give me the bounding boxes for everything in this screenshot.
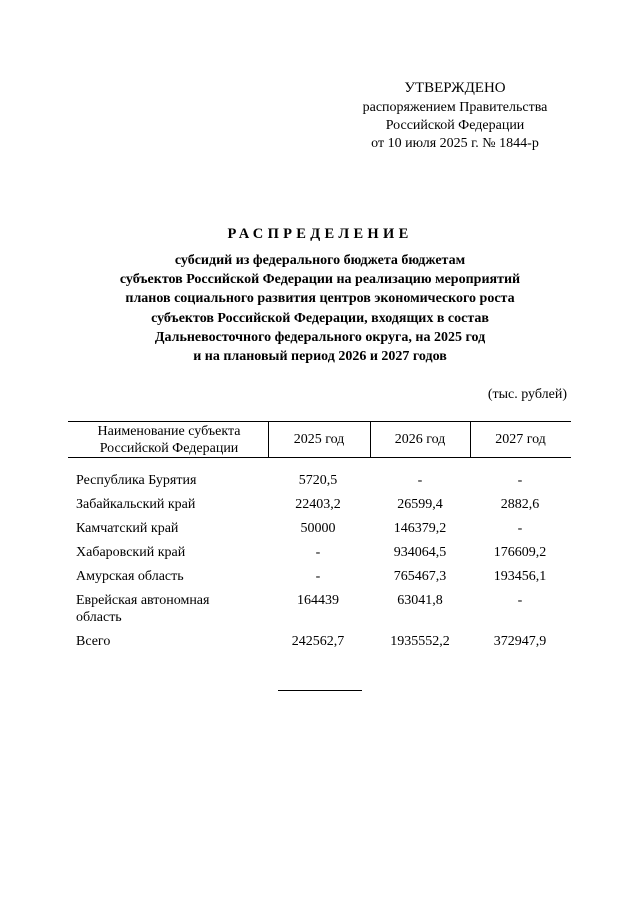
end-separator-line [278, 690, 362, 691]
row-value-2026: 26599,4 [397, 497, 443, 512]
header-2025-label: 2025 год [293, 432, 345, 447]
row-value-2026: 765467,3 [393, 569, 447, 584]
row-subject: Хабаровский край [76, 545, 186, 560]
approval-block [340, 78, 570, 153]
row-value-2026: 63041,8 [397, 593, 443, 608]
row-value-2027: 2882,6 [500, 497, 540, 512]
document-title: РАСПРЕДЕЛЕНИЕ [227, 226, 413, 242]
row-value-2027: 193456,1 [493, 569, 547, 584]
row-value-2027: 176609,2 [493, 545, 547, 560]
header-2026 [370, 422, 470, 457]
approval-line-1: распоряжением Правительства [362, 100, 548, 115]
row-value-2025: 164439 [297, 593, 339, 608]
header-2027-label: 2027 год [495, 432, 546, 447]
header-2026-label: 2026 год [394, 432, 446, 447]
row-subject: Амурская область [76, 569, 184, 584]
row-value-2025: 242562,7 [291, 634, 345, 649]
table-header-rule [68, 457, 571, 458]
row-value-2027: - [517, 473, 523, 488]
approval-line-2: Российской Федерации [385, 118, 525, 133]
units-label: (тыс. рублей) [487, 387, 567, 402]
row-value-2027: - [517, 593, 523, 608]
row-subject: Забайкальский край [76, 497, 196, 512]
subtitle-line: и на плановый период 2026 и 2027 годов [193, 349, 447, 365]
row-subject: Всего [76, 634, 111, 649]
subtitle-line: субъектов Российской Федерации, входящих в состав [151, 310, 489, 326]
approval-line-3: от 10 июля 2025 г. № 1844-р [371, 136, 539, 151]
document-subtitle [70, 251, 570, 366]
row-value-2027: 372947,9 [493, 634, 547, 649]
subtitle-line: планов социального развития центров экономического роста [125, 291, 515, 307]
subtitle-line: субсидий из федерального бюджета бюджетам [174, 253, 466, 268]
header-subject [76, 422, 262, 457]
subtitle-line: субъектов Российской Федерации на реализацию мероприятий [119, 272, 521, 288]
row-value-2025: - [315, 569, 321, 584]
header-2027 [470, 422, 571, 457]
subtitle-line: Дальневосточного федерального округа, на 2025 год [154, 329, 486, 345]
row-value-2026: - [417, 473, 423, 488]
row-subject: Еврейская автономная область [76, 593, 210, 625]
row-subject: Республика Бурятия [76, 473, 197, 488]
row-value-2027: - [517, 521, 523, 536]
row-value-2025: 5720,5 [298, 473, 338, 488]
row-value-2026: 146379,2 [393, 521, 447, 536]
row-value-2026: 1935552,2 [390, 634, 450, 649]
row-subject: Камчатский край [76, 521, 179, 536]
row-value-2025: 22403,2 [295, 497, 341, 512]
approval-heading: УТВЕРЖДЕНО [404, 80, 506, 96]
header-subject-label: Наименование субъекта Российской Федерации [97, 423, 241, 456]
row-value-2025: - [315, 545, 321, 560]
header-2025 [268, 422, 370, 457]
row-value-2025: 50000 [300, 521, 336, 536]
row-value-2026: 934064,5 [393, 545, 447, 560]
